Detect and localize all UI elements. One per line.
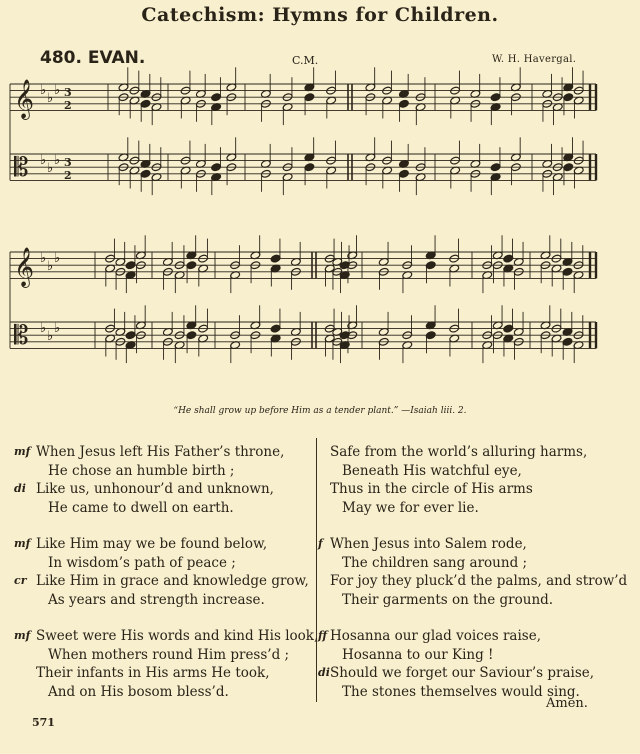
verse-line: May we for ever lie.: [342, 499, 479, 516]
verse-line: Safe from the world’s alluring harms,: [330, 444, 588, 460]
note-head: [211, 93, 222, 102]
note-head: [563, 163, 574, 172]
dynamic-marking: ff: [318, 629, 328, 642]
dynamic-marking: di: [14, 482, 26, 495]
note-head: [304, 163, 315, 172]
verse-line: When Jesus left His Father’s throne,: [36, 444, 285, 460]
dynamic-marking: f: [318, 537, 323, 550]
time-signature: 2: [64, 169, 72, 182]
time-signature: 3: [64, 86, 72, 99]
verse-line: Like Him may we be found below,: [36, 536, 268, 552]
verse-line: For joy they pluck’d the palms, and strow’d: [330, 573, 628, 589]
verse-line: Thus in the circle of His arms: [330, 481, 533, 497]
verse-line: In wisdom’s path of peace ;: [48, 554, 236, 571]
flat-sign-icon: ♭: [54, 153, 61, 168]
verse-line: When Jesus into Salem rode,: [330, 536, 527, 552]
flat-sign-icon: ♭: [40, 251, 47, 266]
note-head: [398, 99, 409, 108]
note-head: [425, 331, 436, 340]
composer: W. H. Havergal.: [492, 54, 577, 65]
flat-sign-icon: ♭: [40, 153, 47, 168]
verse-line: When mothers round Him press’d ;: [48, 646, 290, 663]
alto-clef-icon: 𝄡: [14, 321, 29, 351]
flat-sign-icon: ♭: [47, 329, 54, 344]
note-head: [490, 163, 501, 172]
note-head: [563, 93, 574, 102]
epigraph-source: —Isaiah liii. 2.: [401, 406, 467, 416]
note-head: [125, 331, 136, 340]
verse-line: Should we forget our Saviour’s praise,: [330, 665, 595, 681]
note-head: [562, 337, 573, 346]
hymn-number: 480.: [40, 48, 82, 68]
verse-line: He came to dwell on earth.: [48, 499, 234, 516]
treble-clef-icon: 𝄞: [14, 79, 35, 119]
verse-line: Their garments on the ground.: [342, 591, 554, 608]
dynamic-marking: di: [318, 666, 330, 679]
note-head: [125, 261, 136, 270]
flat-sign-icon: ♭: [47, 259, 54, 274]
dynamic-marking: mf: [14, 537, 31, 550]
note-head: [186, 261, 197, 270]
verse-line: Sweet were His words and kind His look,: [36, 628, 319, 644]
treble-clef-icon: 𝄞: [14, 247, 35, 287]
alto-clef-icon: 𝄡: [14, 153, 29, 183]
note-head: [425, 261, 436, 270]
verse-line: Like us, unhonour’d and unknown,: [36, 481, 274, 497]
flat-sign-icon: ♭: [47, 91, 54, 106]
verse-line: Beneath His watchful eye,: [342, 462, 522, 479]
verse-line: As years and strength increase.: [48, 591, 265, 608]
meter: C.M.: [292, 54, 319, 67]
verse-line: Hosanna to our King !: [342, 646, 494, 663]
tune-name: EVAN.: [87, 48, 146, 68]
verse-line: Like Him in grace and knowledge grow,: [36, 573, 309, 589]
verse-line: Hosanna our glad voices raise,: [330, 628, 541, 644]
note-head: [304, 93, 315, 102]
note-head: [140, 169, 151, 178]
verse-line: The stones themselves would sing.: [342, 683, 580, 700]
note-head: [398, 169, 409, 178]
page-number: 571: [32, 716, 55, 729]
note-head: [211, 163, 222, 172]
running-title: Catechism: Hymns for Children.: [141, 4, 499, 26]
verse-line: He chose an humble birth ;: [48, 462, 235, 479]
epigraph-quote: “He shall grow up before Him as a tender plant.”: [173, 406, 399, 416]
note-head: [503, 324, 514, 333]
flat-sign-icon: ♭: [54, 321, 61, 336]
verse-line: Their infants in His arms He took,: [36, 665, 270, 681]
note-head: [503, 254, 514, 263]
amen: Amen.: [546, 696, 588, 711]
verse-line: And on His bosom bless’d.: [48, 683, 229, 700]
time-signature: 2: [64, 99, 72, 112]
flat-sign-icon: ♭: [40, 83, 47, 98]
column-divider: [316, 438, 317, 702]
time-signature: 3: [64, 156, 72, 169]
flat-sign-icon: ♭: [47, 161, 54, 176]
flat-sign-icon: ♭: [54, 251, 61, 266]
flat-sign-icon: ♭: [40, 321, 47, 336]
note-head: [490, 93, 501, 102]
note-head: [186, 331, 197, 340]
note-head: [140, 99, 151, 108]
dynamic-marking: mf: [14, 629, 31, 642]
note-head: [562, 267, 573, 276]
epigraph: [0, 406, 640, 416]
note-head: [270, 324, 281, 333]
dynamic-marking: mf: [14, 445, 31, 458]
dynamic-marking: cr: [14, 574, 27, 587]
flat-sign-icon: ♭: [54, 83, 61, 98]
verse-line: The children sang around ;: [342, 554, 528, 571]
note-head: [270, 254, 281, 263]
